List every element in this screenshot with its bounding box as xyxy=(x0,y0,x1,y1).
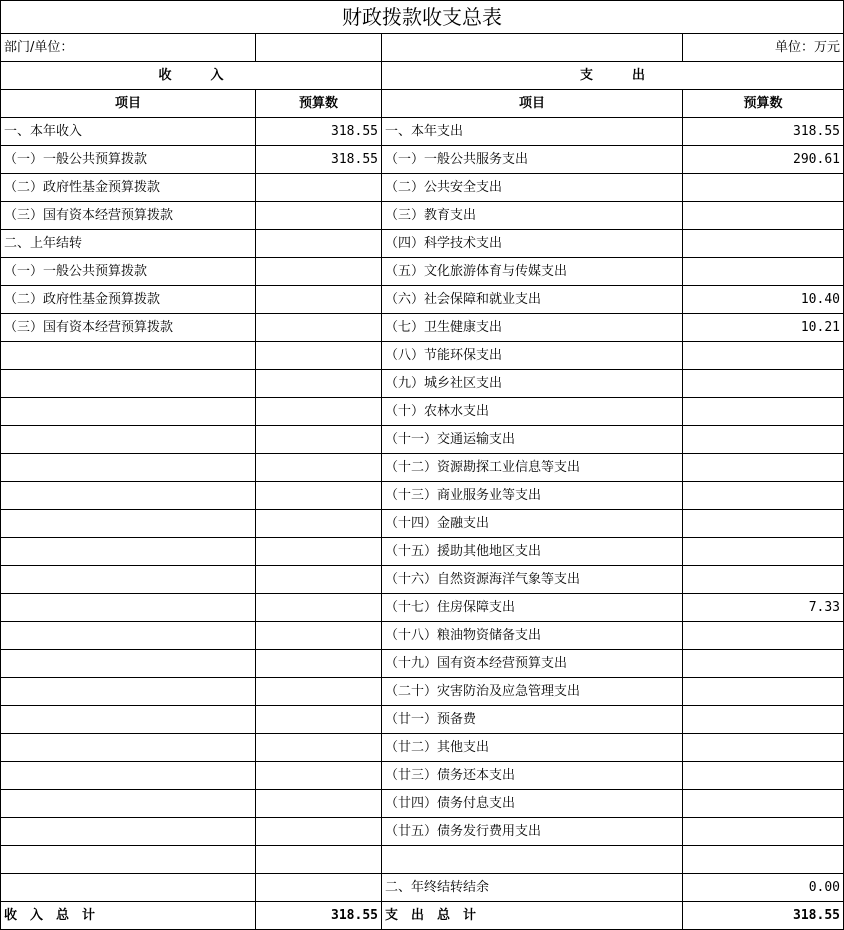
expense-item: （三）教育支出 xyxy=(382,202,683,230)
expense-item: （廿三）债务还本支出 xyxy=(382,762,683,790)
expense-item: （十四）金融支出 xyxy=(382,510,683,538)
table-row xyxy=(1,538,844,566)
income-item xyxy=(1,818,256,846)
table-row xyxy=(1,818,844,846)
expense-value xyxy=(683,230,844,258)
income-value xyxy=(256,174,382,202)
expense-item: （十一）交通运输支出 xyxy=(382,426,683,454)
income-item xyxy=(1,566,256,594)
income-item xyxy=(1,370,256,398)
income-item xyxy=(1,846,256,874)
expense-item: （廿一）预备费 xyxy=(382,706,683,734)
column-header-row xyxy=(1,90,844,118)
expense-value xyxy=(683,622,844,650)
expense-item: （十二）资源勘探工业信息等支出 xyxy=(382,454,683,482)
expense-item: （十）农林水支出 xyxy=(382,398,683,426)
income-value xyxy=(256,230,382,258)
income-value xyxy=(256,398,382,426)
expense-item: （廿四）债务付息支出 xyxy=(382,790,683,818)
unit-label: 单位：万元 xyxy=(683,34,844,62)
income-item: （二）政府性基金预算拨款 xyxy=(1,174,256,202)
expense-item: （四）科学技术支出 xyxy=(382,230,683,258)
table-row xyxy=(1,174,844,202)
income-value xyxy=(256,342,382,370)
income-value: 318.55 xyxy=(256,146,382,174)
title-row xyxy=(1,1,844,34)
dept-label: 部门/单位： xyxy=(1,34,256,62)
income-item xyxy=(1,874,256,902)
table-row xyxy=(1,230,844,258)
expense-value xyxy=(683,510,844,538)
expense-value: 10.21 xyxy=(683,314,844,342)
income-item: （三）国有资本经营预算拨款 xyxy=(1,202,256,230)
income-item xyxy=(1,734,256,762)
table-row xyxy=(1,398,844,426)
table-row xyxy=(1,762,844,790)
income-item xyxy=(1,426,256,454)
expense-value xyxy=(683,846,844,874)
income-value xyxy=(256,566,382,594)
expense-value: 7.33 xyxy=(683,594,844,622)
income-value xyxy=(256,482,382,510)
table-row xyxy=(1,314,844,342)
table-row xyxy=(1,846,844,874)
income-item: （二）政府性基金预算拨款 xyxy=(1,286,256,314)
income-value xyxy=(256,622,382,650)
table-row xyxy=(1,146,844,174)
expense-value: 290.61 xyxy=(683,146,844,174)
page-title: 财政拨款收支总表 xyxy=(1,1,844,34)
income-item xyxy=(1,594,256,622)
expense-value xyxy=(683,370,844,398)
expense-item: 一、本年支出 xyxy=(382,118,683,146)
expense-item: （廿五）债务发行费用支出 xyxy=(382,818,683,846)
income-value xyxy=(256,538,382,566)
expense-value xyxy=(683,174,844,202)
table-row xyxy=(1,790,844,818)
income-item xyxy=(1,622,256,650)
table-row xyxy=(1,258,844,286)
table-row xyxy=(1,594,844,622)
expense-item: （五）文化旅游体育与传媒支出 xyxy=(382,258,683,286)
table-row xyxy=(1,426,844,454)
income-value xyxy=(256,370,382,398)
income-value xyxy=(256,426,382,454)
expense-value xyxy=(683,790,844,818)
table-row xyxy=(1,734,844,762)
income-value xyxy=(256,594,382,622)
expense-value: 318.55 xyxy=(683,118,844,146)
income-item xyxy=(1,538,256,566)
expense-item: （十九）国有资本经营预算支出 xyxy=(382,650,683,678)
table-row xyxy=(1,566,844,594)
income-total-value: 318.55 xyxy=(256,902,382,930)
expense-value xyxy=(683,706,844,734)
income-item-header: 项目 xyxy=(1,90,256,118)
income-value xyxy=(256,202,382,230)
income-budget-header: 预算数 xyxy=(256,90,382,118)
table-row xyxy=(1,370,844,398)
expense-item: 二、年终结转结余 xyxy=(382,874,683,902)
expense-value xyxy=(683,342,844,370)
expense-item: （二十）灾害防治及应急管理支出 xyxy=(382,678,683,706)
income-item xyxy=(1,706,256,734)
income-value xyxy=(256,706,382,734)
expense-value xyxy=(683,202,844,230)
total-row xyxy=(1,902,844,930)
expense-total-value: 318.55 xyxy=(683,902,844,930)
expense-value xyxy=(683,426,844,454)
table-row xyxy=(1,622,844,650)
table-row xyxy=(1,202,844,230)
expense-item: （一）一般公共服务支出 xyxy=(382,146,683,174)
expense-item: （九）城乡社区支出 xyxy=(382,370,683,398)
income-item: 二、上年结转 xyxy=(1,230,256,258)
meta-row xyxy=(1,34,844,62)
income-item xyxy=(1,482,256,510)
income-total-label: 收 入 总 计 xyxy=(1,902,256,930)
income-value xyxy=(256,818,382,846)
table-row xyxy=(1,286,844,314)
income-item: 一、本年收入 xyxy=(1,118,256,146)
expense-value xyxy=(683,258,844,286)
dept-value xyxy=(256,34,382,62)
income-value xyxy=(256,510,382,538)
income-item xyxy=(1,678,256,706)
expense-item-header: 项目 xyxy=(382,90,683,118)
expense-header: 支 出 xyxy=(382,62,844,90)
expense-value xyxy=(683,398,844,426)
expense-value xyxy=(683,454,844,482)
income-value xyxy=(256,650,382,678)
income-value xyxy=(256,762,382,790)
table-row xyxy=(1,874,844,902)
income-value xyxy=(256,286,382,314)
expense-item: （十五）援助其他地区支出 xyxy=(382,538,683,566)
expense-value xyxy=(683,650,844,678)
income-item xyxy=(1,650,256,678)
income-item xyxy=(1,342,256,370)
expense-value xyxy=(683,538,844,566)
income-item: （三）国有资本经营预算拨款 xyxy=(1,314,256,342)
income-item xyxy=(1,454,256,482)
expense-value xyxy=(683,734,844,762)
income-value: 318.55 xyxy=(256,118,382,146)
table-row xyxy=(1,482,844,510)
expense-item: （十八）粮油物资储备支出 xyxy=(382,622,683,650)
expense-item: （七）卫生健康支出 xyxy=(382,314,683,342)
expense-value: 10.40 xyxy=(683,286,844,314)
table-row xyxy=(1,454,844,482)
expense-value xyxy=(683,762,844,790)
expense-value: 0.00 xyxy=(683,874,844,902)
table-row xyxy=(1,510,844,538)
expense-value xyxy=(683,566,844,594)
income-value xyxy=(256,846,382,874)
income-item xyxy=(1,762,256,790)
income-item xyxy=(1,398,256,426)
income-item xyxy=(1,790,256,818)
expense-item: （十六）自然资源海洋气象等支出 xyxy=(382,566,683,594)
table-row xyxy=(1,678,844,706)
expense-budget-header: 预算数 xyxy=(683,90,844,118)
income-value xyxy=(256,678,382,706)
table-row xyxy=(1,650,844,678)
expense-value xyxy=(683,482,844,510)
section-header-row xyxy=(1,62,844,90)
expense-item: （八）节能环保支出 xyxy=(382,342,683,370)
table-row xyxy=(1,342,844,370)
income-item: （一）一般公共预算拨款 xyxy=(1,258,256,286)
income-value xyxy=(256,314,382,342)
income-header: 收 入 xyxy=(1,62,382,90)
expense-value xyxy=(683,818,844,846)
expense-item: （二）公共安全支出 xyxy=(382,174,683,202)
income-value xyxy=(256,258,382,286)
meta-blank xyxy=(382,34,683,62)
expense-item: （廿二）其他支出 xyxy=(382,734,683,762)
expense-value xyxy=(683,678,844,706)
table-row xyxy=(1,706,844,734)
table-row xyxy=(1,118,844,146)
income-item: （一）一般公共预算拨款 xyxy=(1,146,256,174)
expense-item xyxy=(382,846,683,874)
expense-item: （十三）商业服务业等支出 xyxy=(382,482,683,510)
expense-item: （十七）住房保障支出 xyxy=(382,594,683,622)
income-value xyxy=(256,454,382,482)
income-value xyxy=(256,734,382,762)
income-item xyxy=(1,510,256,538)
income-value xyxy=(256,874,382,902)
expense-item: （六）社会保障和就业支出 xyxy=(382,286,683,314)
income-value xyxy=(256,790,382,818)
expense-total-label: 支 出 总 计 xyxy=(382,902,683,930)
